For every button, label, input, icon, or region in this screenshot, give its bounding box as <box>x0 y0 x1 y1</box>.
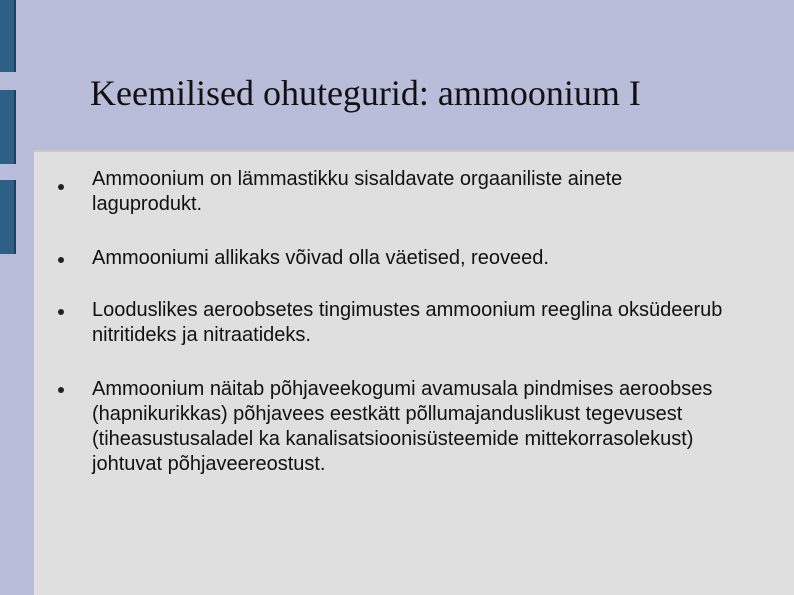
bullet-text: Ammooniumi allikaks võivad olla väetised, reoveed. <box>92 247 549 269</box>
bullet-dot-icon <box>58 387 64 393</box>
decorative-bar <box>0 90 16 164</box>
bullet-dot-icon <box>58 257 64 263</box>
bullet-dot-icon <box>58 309 64 315</box>
bullet-text: Ammoonium näitab põhjaveekogumi avamusala pindmises aeroobses (hapnikurikkas) põhjavees eestkätt põllumajanduslikust tegevusest (tiheasustusaladel ka kanalisatsioonisüsteemide mittekorrasolekust) johtuvat põhjaveereostust. <box>92 378 713 475</box>
bullet-dot-icon <box>58 184 64 190</box>
decorative-bar <box>0 180 16 254</box>
bullet-text: Ammoonium on lämmastikku sisaldavate orgaaniliste ainete laguprodukt. <box>92 168 623 215</box>
decorative-bar <box>0 0 16 72</box>
bullet-text: Looduslikes aeroobsetes tingimustes ammoonium reeglina oksüdeerub nitritideks ja nitraatideks. <box>92 299 723 346</box>
slide-title: Keemilised ohutegurid: ammoonium I <box>90 73 641 113</box>
panel-divider <box>34 150 794 152</box>
